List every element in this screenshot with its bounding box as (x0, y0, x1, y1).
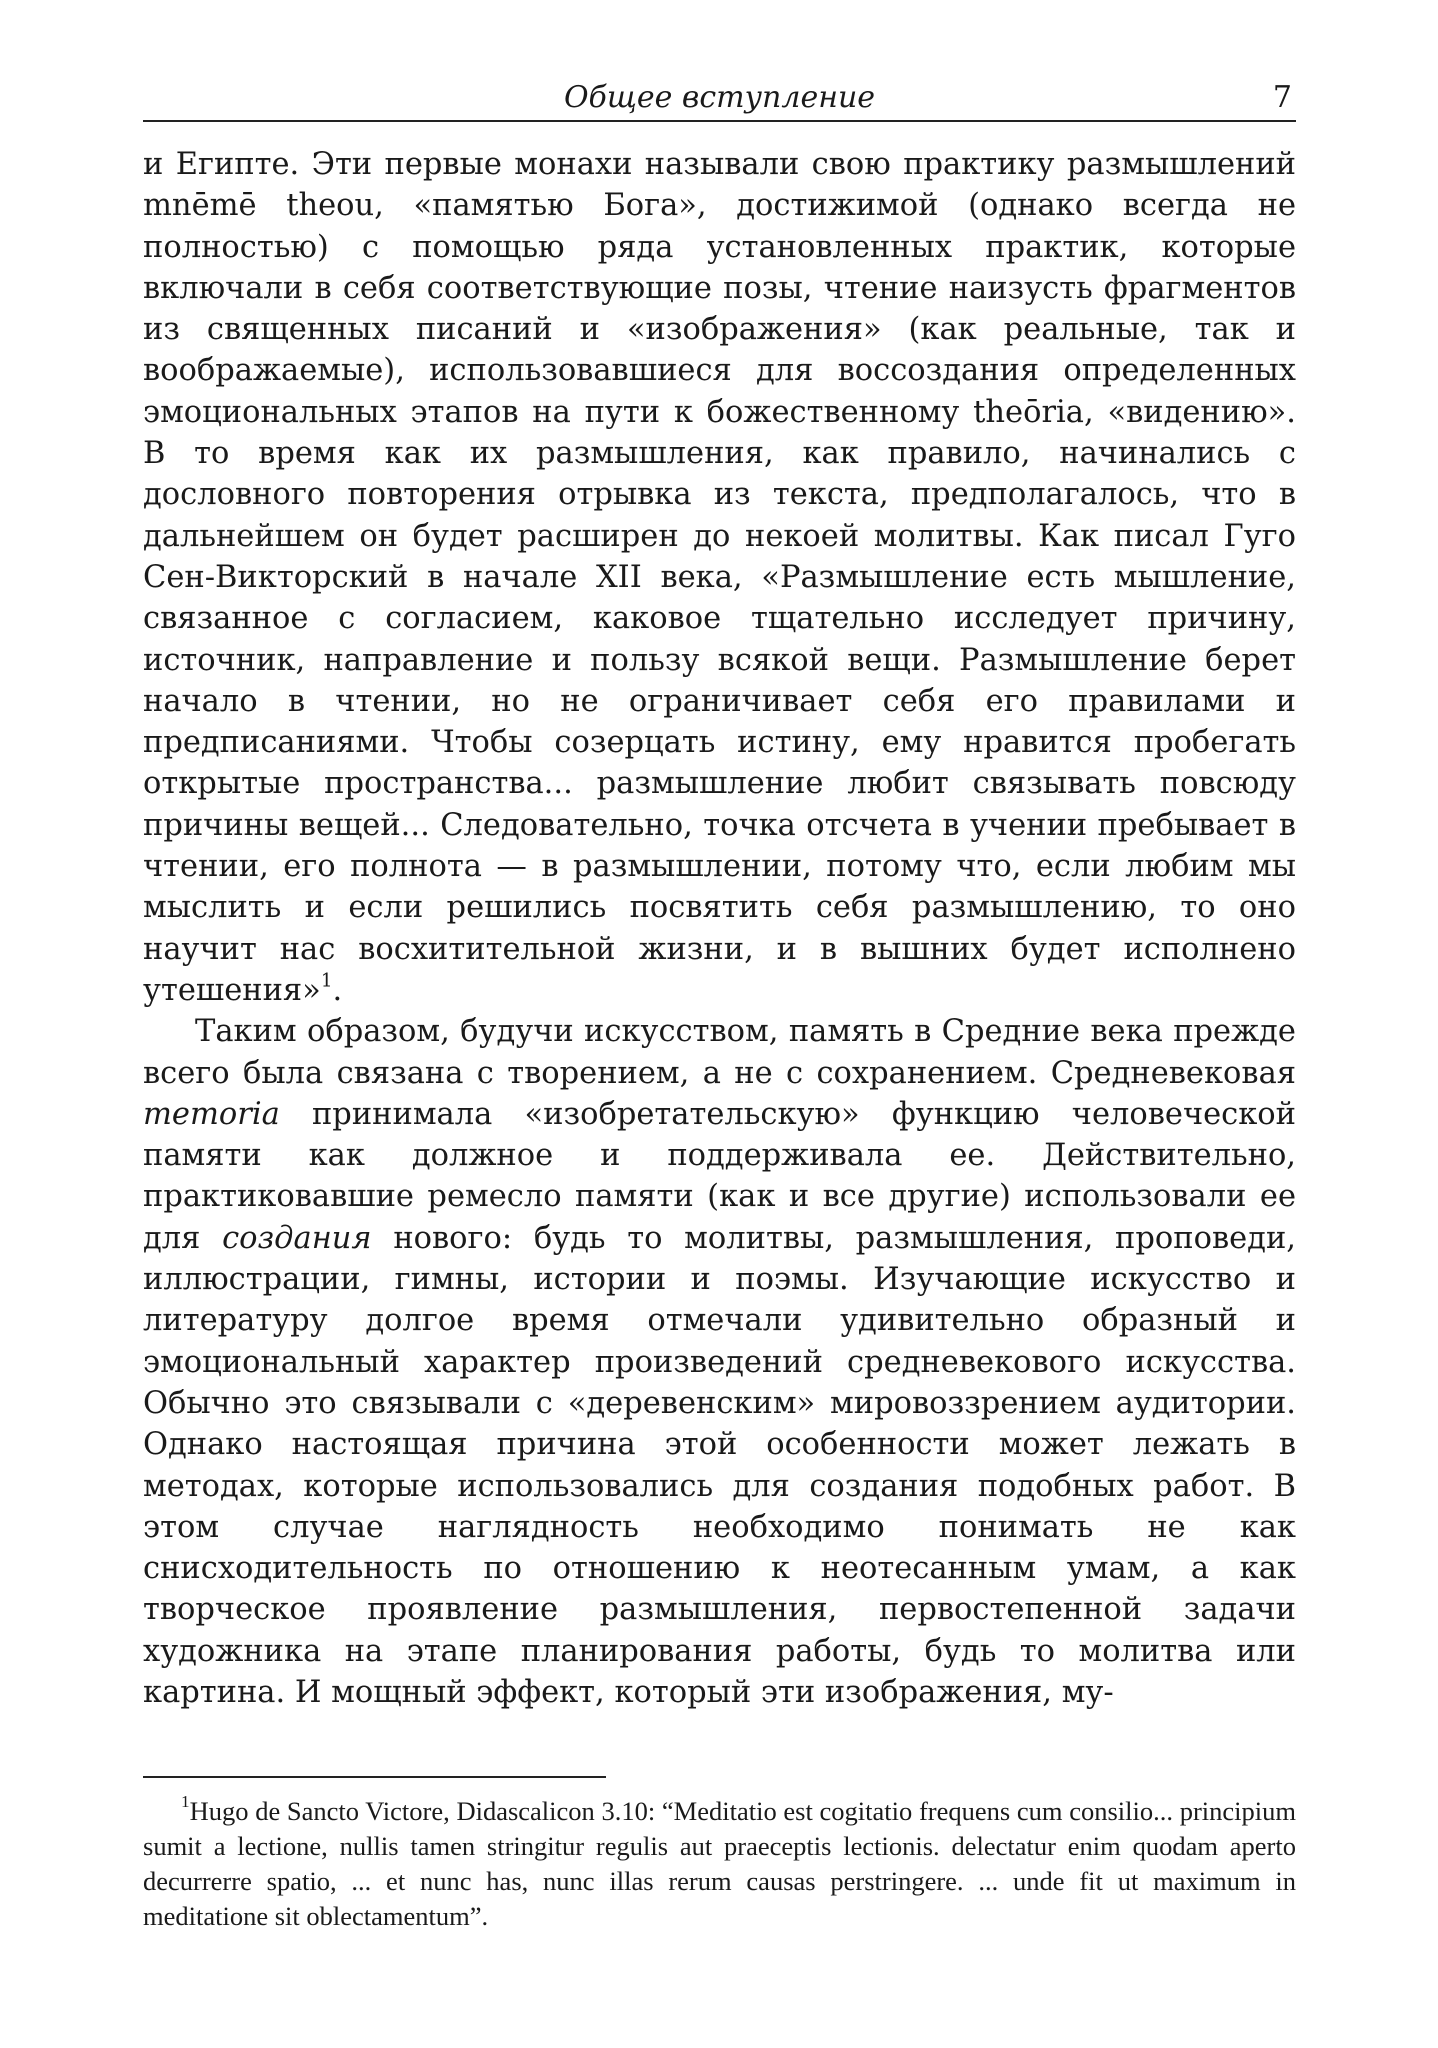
page-number: 7 (1272, 80, 1292, 115)
paragraph-2-part-1: Таким образом, будучи искусством, память в Средние века прежде всего была связана с творением, а не с сохранением. Средневековая (143, 1014, 1296, 1091)
footnote-reference[interactable]: 1 (320, 970, 333, 992)
paragraph-2-part-2: принимала «изобретательскую» функцию человеческой памяти как должное и поддерживала ее. Действительно, практиковавшие ремесло памяти (как и все другие) использовали ее для (143, 1096, 1296, 1256)
term-sozdaniya: создания (222, 1220, 372, 1256)
main-text (143, 144, 1296, 1713)
footnote-divider (143, 1776, 606, 1778)
footnote-text: Hugo de Sancto Victore, Didascalicon 3.10: “Meditatio est cogitatio frequens cum consilio... principium sumit a lectione, nullis tamen stringitur regulis aut praeceptis lectionis. delectatur enim quodam aperto decurrerre spatio, ... et nunc has, nunc illas rerum causas perstringere. ... unde fit ut maximum in meditatione sit oblectamentum”. (143, 1796, 1296, 1931)
paragraph-2-part-3: нового: будь то молитвы, размышления, проповеди, иллюстрации, гимны, истории и поэмы. Изучающие искусство и литературу долгое время отмечали удивительно образный и эмоциональный характер произведений средневекового искусства. Обычно это связывали с «деревенским» мировоззрением аудитории. Однако настоящая причина этой особенности может лежать в методах, которые использовались для создания подобных работ. В этом случае наглядность необходимо понимать не как снисходительность по отношению к неотесанным умам, а как творческое проявление размышления, первостепенной задачи художника на этапе планирования работы, будь то молитва или картина. И мощный эффект, который эти изображения, му- (143, 1220, 1296, 1710)
paragraph-1-end: . (332, 972, 343, 1008)
paragraph-1 (143, 144, 1296, 1011)
footnote-number: 1 (181, 1792, 190, 1812)
paragraph-2 (143, 1011, 1296, 1713)
term-memoria: memoria (143, 1096, 280, 1132)
running-title: Общее вступление (563, 80, 876, 115)
footnote (143, 1794, 1296, 1934)
running-header (143, 70, 1296, 122)
paragraph-1-text: и Египте. Эти первые монахи называли свою практику размышлений mnēmē theou, «памятью Бога», достижимой (однако всегда не полностью) с помощью ряда установленных практик, которые включали в себя соответствующие позы, чтение наизусть фрагментов из священных писаний и «изображения» (как реальные, так и воображаемые), использовавшиеся для воссоздания определенных эмоциональных этапов на пути к божественному theōria, «видению». В то время как их размышления, как правило, начинались с дословного повторения отрывка из текста, предполагалось, что в дальнейшем он будет расширен до некоей молитвы. Как писал Гуго Сен-Викторский в начале XII века, «Размышление есть мышление, связанное с согласием, каковое тщательно исследует причину, источник, направление и пользу всякой вещи. Размышление берет начало в чтении, но не ограничивает себя его правилами и предписаниями. Чтобы созерцать истину, ему нравится пробегать открытые пространства... размышление любит связывать повсюду причины вещей... Следовательно, точка отсчета в учении пребывает в чтении, его полнота — в размышлении, потому что, если любим мы мыслить и если решились посвятить себя размышлению, то оно научит нас восхитительной жизни, и в вышних будет исполнено утешения» (143, 147, 1296, 1008)
book-page (143, 70, 1296, 2020)
